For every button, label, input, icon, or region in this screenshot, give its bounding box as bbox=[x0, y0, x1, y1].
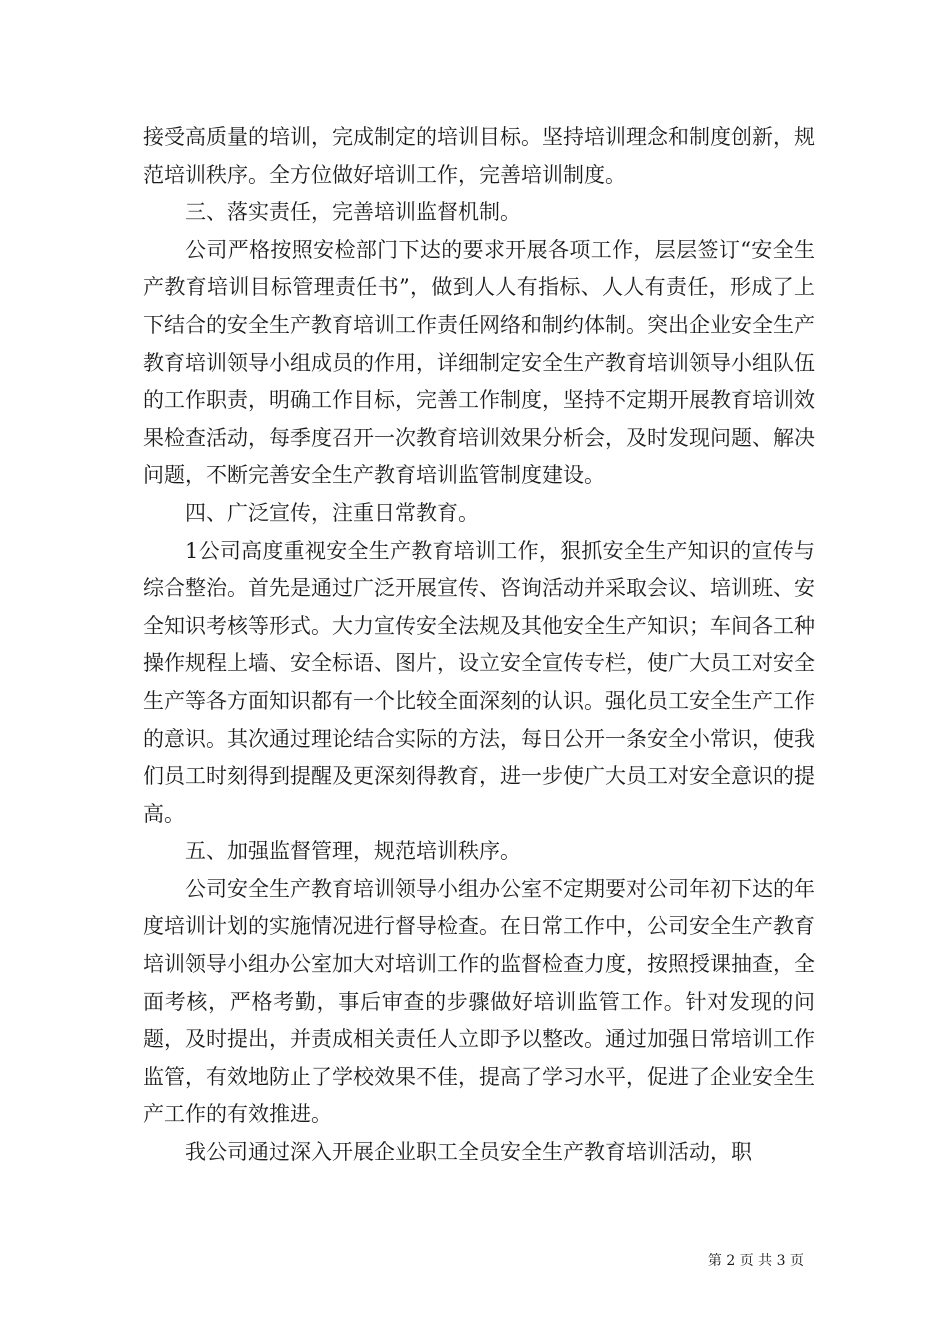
section-heading-five: 五、加强监督管理，规范培训秩序。 bbox=[185, 839, 521, 864]
page-number: 第 2 页 共 3 页 bbox=[707, 1253, 804, 1269]
paragraph-supervision: 公司安全生产教育培训领导小组办公室不定期要对公司年初下达的年度培训计划的实施情况进行督导检查。在日常工作中，公司安全生产教育培训领导小组办公室加大对培训工作的监督检查力度，按照授课抽查，全面考核，严格考勤，事后审查的步骤做好培训监管工作。针对发现的问题，及时提出，并责成相关责任人立即予以整改。通过加强日常培训工作监管，有效地防止了学校效果不佳，提高了学习水平，促进了企业安全生产工作的有效推进。 bbox=[143, 876, 815, 1127]
paragraph-continuation: 接受高质量的培训，完成制定的培训目标。坚持培训理念和制度创新，规范培训秩序。全方位做好培训工作，完善培训制度。 bbox=[143, 125, 815, 187]
paragraph-publicity: 1公司高度重视安全生产教育培训工作，狠抓安全生产知识的宣传与综合整治。首先是通过广泛开展宣传、咨询活动并采取会议、培训班、安全知识考核等形式。大力宣传安全法规及其他安全生产知识；车间各工种操作规程上墙、安全标语、图片，设立安全宣传专栏，使广大员工对安全生产等各方面知识都有一个比较全面深刻的认识。强化员工安全生产工作的意识。其次通过理论结合实际的方法，每日公开一条安全小常识，使我们员工时刻得到提醒及更深刻得教育，进一步使广大员工对安全意识的提高。 bbox=[143, 538, 815, 826]
paragraph-responsibility: 公司严格按照安检部门下达的要求开展各项工作，层层签订“安全生产教育培训目标管理责任书”，做到人人有指标、人人有责任，形成了上下结合的安全生产教育培训工作责任网络和制约体制。突出企业安全生产教育培训领导小组成员的作用，详细制定安全生产教育培训领导小组队伍的工作职责，明确工作目标，完善工作制度，坚持不定期开展教育培训效果检查活动，每季度召开一次教育培训效果分析会，及时发现问题、解决问题，不断完善安全生产教育培训监管制度建设。 bbox=[143, 237, 815, 488]
section-heading-three: 三、落实责任，完善培训监督机制。 bbox=[185, 200, 521, 225]
document-body bbox=[143, 119, 815, 1172]
paragraph-conclusion: 我公司通过深入开展企业职工全员安全生产教育培训活动，职 bbox=[185, 1140, 752, 1165]
section-heading-four: 四、广泛宣传，注重日常教育。 bbox=[185, 500, 479, 525]
